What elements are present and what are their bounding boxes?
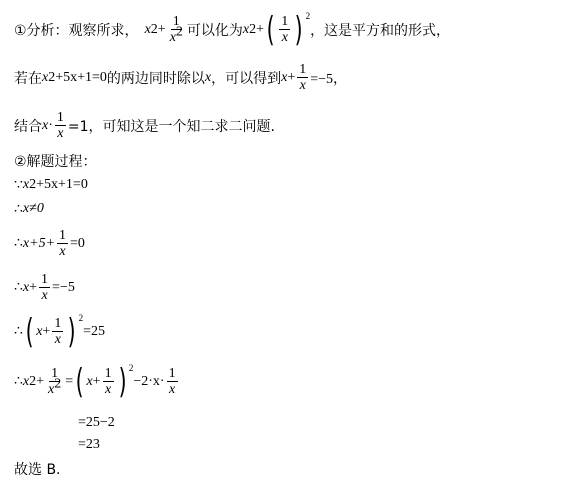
- math-x: x: [242, 21, 250, 37]
- therefore-symbol: ∴: [14, 236, 23, 251]
- line2-res: =−5，: [310, 71, 348, 87]
- fraction-1-over-x: [297, 62, 308, 93]
- math-x: x: [86, 373, 93, 389]
- fraction-1-over-x2: [46, 366, 63, 397]
- fraction-1-over-x: [167, 366, 178, 397]
- math-x: x: [22, 373, 30, 389]
- frac-den-exp: 2: [54, 376, 62, 392]
- left-paren: (: [266, 9, 275, 50]
- frac-den-x: x: [169, 30, 176, 45]
- step-5: [14, 311, 105, 352]
- math-plus: +: [29, 279, 38, 295]
- process-title: [14, 152, 97, 170]
- therefore-symbol: ∴: [14, 201, 23, 217]
- step-2: [14, 200, 44, 218]
- square-exp: 2: [128, 362, 134, 373]
- step3-eq2: =0: [70, 235, 85, 251]
- fraction-1-over-x: [52, 316, 63, 347]
- frac-num: 1: [299, 62, 307, 77]
- divide-line: 若在 x 2 +5x+1=0 的两边同时除以 x ，可以得到 x + $\frac{1}{x}$ =−5，: [14, 62, 348, 93]
- combine-line: [14, 110, 275, 141]
- frac-num: 1: [281, 14, 289, 29]
- square-exp: 2: [78, 312, 84, 323]
- frac-den-x: x: [48, 382, 55, 397]
- math-x: x: [22, 279, 30, 295]
- frac-den: x: [281, 30, 288, 45]
- fraction-1-over-x: [57, 228, 68, 259]
- step7-eq: =25−2: [78, 415, 115, 430]
- fraction-1-over-x: [55, 110, 66, 141]
- line2-pre: 若在: [14, 70, 42, 87]
- line2-mid2: ，可以得到: [211, 70, 282, 87]
- frac-den-exp: 2: [175, 24, 183, 40]
- step-1: ∵ x 2 +5x+1=0: [14, 177, 88, 193]
- frac-num: 1: [56, 110, 64, 125]
- conclusion: [14, 460, 61, 478]
- frac-den: x: [54, 332, 61, 347]
- line2-var: x: [204, 69, 212, 85]
- conclusion-text: 故选 B.: [14, 462, 61, 478]
- step4-eq2: =−5: [52, 279, 75, 295]
- analysis-line: ①分析：观察所求， x 2 + $\frac{1}{x^2}$ 可以化为 x 2 + ( $\frac{1}{x}$ ) 2 ，这是平方和的形式，: [14, 9, 451, 50]
- math-x: x: [36, 323, 43, 339]
- math-x: x: [281, 69, 288, 85]
- frac-den: x: [57, 126, 64, 141]
- step3-eq1: x+5+: [22, 235, 56, 251]
- step-8: [78, 436, 100, 454]
- fraction-1-over-x2: [168, 14, 185, 45]
- frac-den: x: [168, 382, 176, 397]
- equals-sign: =: [65, 373, 74, 389]
- frac-num: 1: [168, 366, 176, 381]
- frac-num: 1: [54, 316, 62, 331]
- frac-den: x: [104, 382, 112, 397]
- frac-num: 1: [41, 272, 49, 287]
- math-plus: +: [157, 21, 166, 37]
- math-plus: +: [287, 69, 296, 85]
- analysis-label: ①分析：观察所求，: [14, 22, 139, 39]
- process-title-text: ②解题过程：: [14, 154, 97, 170]
- because-symbol: ∵: [14, 177, 23, 193]
- step5-eq: =25: [83, 323, 105, 339]
- step2-eq: x≠0: [22, 201, 44, 216]
- left-paren: (: [75, 361, 84, 402]
- right-paren: ): [294, 9, 303, 50]
- right-paren: ): [118, 361, 127, 402]
- step8-eq: =23: [78, 437, 100, 452]
- square-exp: 2: [305, 10, 311, 21]
- therefore-symbol: ∴: [14, 374, 23, 389]
- analysis-tail2: ，这是平方和的形式，: [310, 22, 451, 39]
- therefore-symbol: ∴: [14, 280, 23, 295]
- line3-pre: 结合: [14, 118, 42, 135]
- math-plus: +: [92, 373, 101, 389]
- step6-eq: −2·x·: [133, 373, 165, 389]
- fraction-1-over-x: [103, 366, 114, 397]
- frac-den: x: [41, 288, 48, 303]
- right-paren: ): [67, 311, 76, 352]
- frac-den: x: [299, 78, 306, 93]
- frac-den: x: [59, 244, 66, 259]
- fraction-1-over-x: [39, 272, 50, 303]
- math-x: x: [144, 21, 151, 37]
- line2-eq: +5x+1=0: [55, 69, 107, 85]
- frac-num: 1: [104, 366, 112, 381]
- frac-num: 1: [59, 228, 67, 243]
- dot-operator: ·: [48, 117, 53, 133]
- math-plus: +: [36, 373, 45, 389]
- fraction-1-over-x: [279, 14, 290, 45]
- line2-mid: 的两边同时除以: [106, 70, 205, 87]
- left-paren: (: [25, 311, 34, 352]
- math-x: x: [42, 117, 49, 133]
- therefore-symbol: ∴: [14, 324, 23, 339]
- math-plus: +: [42, 323, 51, 339]
- step-7: [78, 414, 115, 432]
- frac-num: 1: [172, 14, 180, 29]
- math-x: x: [42, 69, 49, 85]
- step-4: [14, 272, 75, 303]
- math-x: x: [22, 177, 30, 192]
- line3-res: =1，可知这是一个知二求二问题.: [67, 118, 275, 135]
- step1-eq: +5x+1=0: [36, 177, 88, 192]
- frac-num: 1: [51, 366, 59, 381]
- analysis-tail1: 可以化为: [186, 22, 243, 39]
- step-6: ∴ x 2 + $\frac{1}{x^2}$ = ( x + $\frac{1}{x}$ ) 2 −2·x· $\frac{1}{x}$: [14, 361, 176, 402]
- math-plus: +: [256, 21, 265, 37]
- step-3: [14, 228, 85, 259]
